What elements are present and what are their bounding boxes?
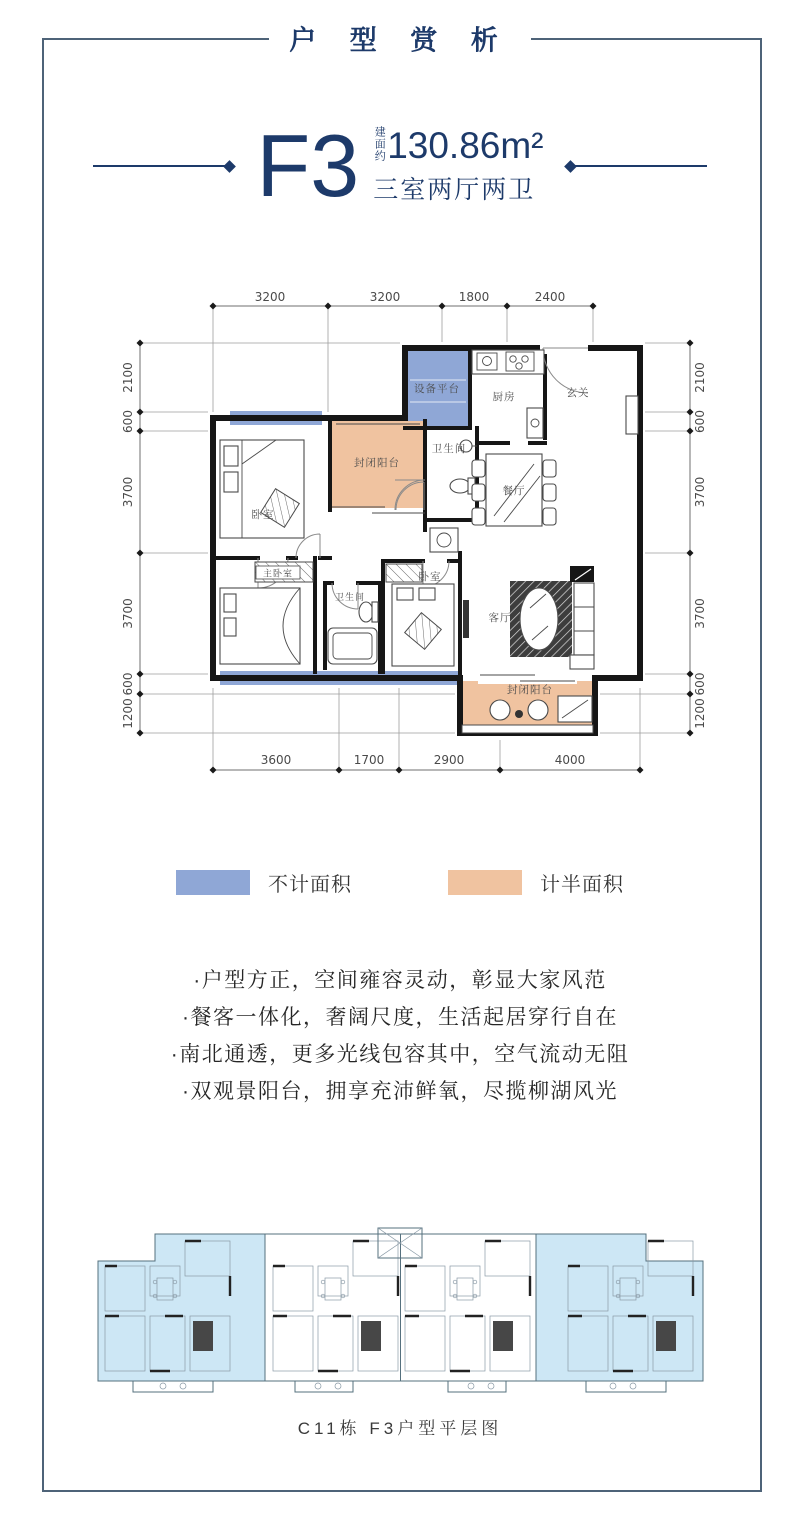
- feature-line-0: ·户型方正，空间雍容灵动，彰显大家风范: [193, 969, 607, 992]
- left-decoration: [93, 162, 234, 171]
- room-label-equipment-platform: 设备平台: [414, 383, 460, 395]
- right-decoration: [566, 162, 707, 171]
- legend-label-blue: 不计面积: [268, 874, 352, 896]
- legend-swatch-orange: [448, 870, 522, 895]
- room-label-living: 客厅: [488, 612, 512, 624]
- dim-top-2: 1800: [458, 290, 490, 304]
- highlight-left-unit: [98, 1234, 265, 1381]
- dim-left-3: 3700: [121, 598, 135, 629]
- legend: [0, 868, 800, 897]
- unit-header: [0, 116, 800, 216]
- area-label: 建面约: [373, 126, 386, 162]
- page-title: [0, 19, 800, 58]
- room-label-balcony-bottom: 封闭阳台: [507, 684, 553, 696]
- dim-bottom-2: 2900: [433, 753, 465, 767]
- dim-right-3: 3700: [693, 598, 707, 629]
- feature-line-3: ·双观景阳台，拥享充沛鲜氧，尽揽柳湖风光: [182, 1080, 618, 1103]
- feature-line-2: ·南北通透，更多光线包容其中，空气流动无阻: [170, 1043, 630, 1066]
- feature-list: [0, 962, 800, 1110]
- dim-right-5: 1200: [693, 698, 707, 729]
- dim-left-0: 2100: [121, 362, 135, 393]
- dim-left-1: 600: [121, 410, 135, 433]
- legend-item-blue: [176, 868, 352, 897]
- dim-right-2: 3700: [693, 476, 707, 508]
- dim-right-4: 600: [693, 672, 707, 696]
- mini-plan-caption: C11栋 F3户型平层图: [297, 1419, 503, 1438]
- dim-top-1: 3200: [369, 290, 401, 304]
- left-diamond-icon: [224, 160, 237, 173]
- room-label-kitchen: 厨房: [492, 391, 516, 403]
- room-label-balcony-top: 封闭阳台: [354, 457, 400, 469]
- dim-right-1: 600: [693, 410, 707, 433]
- highlight-right-unit: [536, 1234, 703, 1381]
- mini-building-plan: [93, 1226, 708, 1401]
- layout-desc: 三室两厅两卫: [373, 176, 536, 204]
- room-label-dining: 餐厅: [502, 485, 526, 497]
- dim-bottom-0: 3600: [260, 753, 292, 767]
- room-label-foyer: 玄关: [566, 387, 590, 399]
- legend-label-orange: 计半面积: [540, 874, 624, 896]
- dim-left-4: 600: [121, 672, 135, 696]
- dim-bottom-3: 4000: [554, 753, 586, 767]
- dim-right-0: 2100: [693, 362, 707, 393]
- balconies: [133, 1381, 666, 1392]
- right-diamond-icon: [564, 160, 577, 173]
- unit-code: F3: [256, 116, 360, 215]
- page-title-text: 户 型 赏 析: [269, 19, 531, 58]
- feature-line-1: ·餐客一体化，奢阔尺度，生活起居穿行自在: [182, 1006, 618, 1029]
- dim-bottom-1: 1700: [353, 753, 385, 767]
- room-label-bath-bottom: 卫生间: [334, 592, 366, 602]
- area-value: 130.86m²: [387, 125, 544, 166]
- room-label-bedroom-top: 卧室: [251, 509, 275, 521]
- room-label-bedroom-mid: 卧室: [418, 571, 442, 583]
- room-label-master-bedroom: 主卧室: [262, 568, 294, 579]
- room-label-bath-top: 卫生间: [431, 443, 467, 455]
- left-line: [93, 165, 225, 167]
- dim-top-3: 2400: [534, 290, 566, 304]
- legend-swatch-blue: [176, 870, 250, 895]
- floor-plan: [80, 288, 720, 803]
- dim-left-2: 3700: [121, 476, 135, 508]
- right-line: [575, 165, 707, 167]
- dim-left-5: 1200: [121, 698, 135, 729]
- area-block: [373, 126, 543, 206]
- dim-top-0: 3200: [254, 290, 286, 304]
- legend-item-orange: [448, 868, 624, 897]
